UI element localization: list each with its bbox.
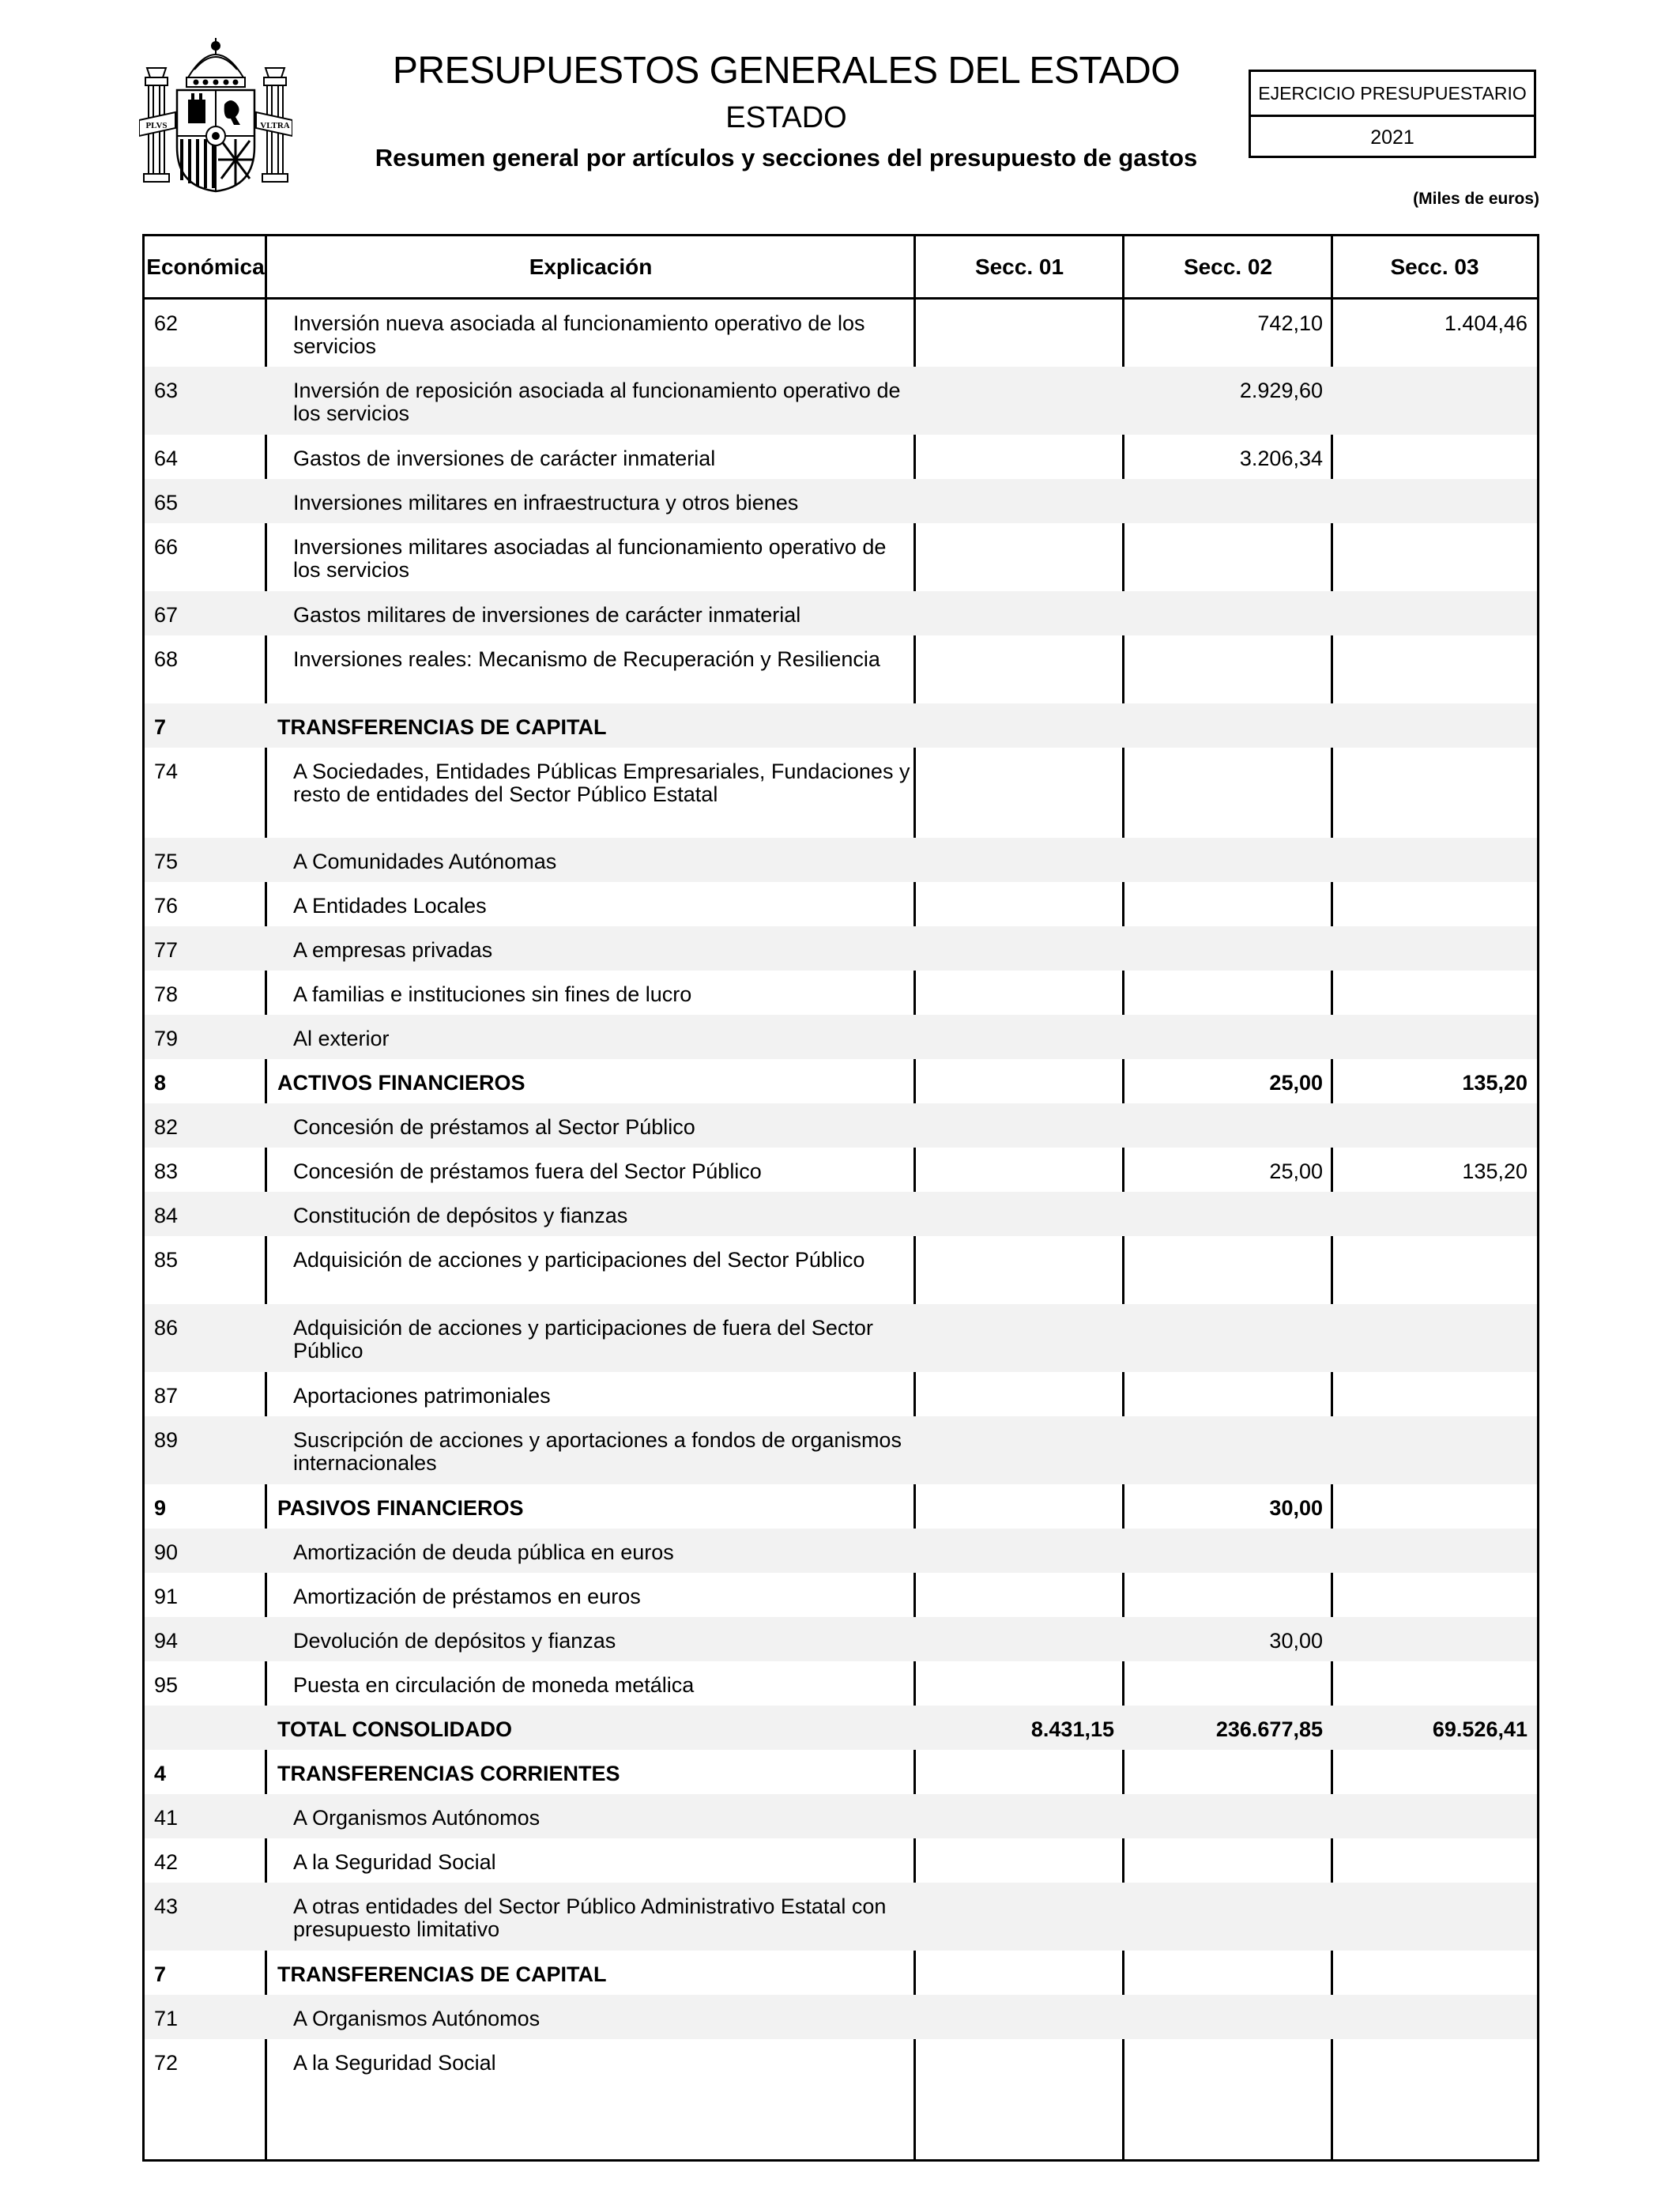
table-row: [145, 748, 1537, 838]
row-description: A otras entidades del Sector Público Administrativo Estatal con presupuesto limitativo: [266, 1883, 915, 1951]
row-secc-01: [915, 299, 1124, 367]
document-title: PRESUPUESTOS GENERALES DEL ESTADO: [392, 50, 1181, 92]
row-code: 90: [145, 1529, 266, 1573]
row-code: 43: [145, 1883, 266, 1951]
column-header-economica: Económica: [145, 236, 266, 299]
row-secc-01: [915, 1883, 1124, 1951]
row-secc-02: [1124, 1995, 1332, 2039]
row-code: 95: [154, 1672, 179, 1697]
exercise-year: 2021: [1370, 126, 1414, 149]
row-code: 68: [154, 647, 179, 671]
row-secc-03: 69.526,41: [1332, 1706, 1537, 1750]
row-secc-02: [1124, 523, 1332, 591]
row-secc-03: [1332, 703, 1537, 748]
table-row: [145, 1706, 1537, 1750]
column-header-secc-01: Secc. 01: [915, 236, 1124, 299]
row-secc-01: [915, 926, 1124, 971]
row-description: Aportaciones patrimoniales: [293, 1383, 551, 1408]
row-secc-02: [1124, 1529, 1332, 1573]
row-secc-03: [1332, 882, 1537, 926]
row-secc-02: [1124, 748, 1332, 838]
exercise-box: [1249, 70, 1536, 158]
row-secc-02: [1124, 926, 1332, 971]
row-description: A la Seguridad Social: [293, 2050, 496, 2075]
row-secc-01: [915, 748, 1124, 838]
row-secc-01: [915, 1794, 1124, 1838]
table-row: [145, 591, 1537, 635]
row-code: 4: [154, 1761, 167, 1785]
row-description: TOTAL CONSOLIDADO: [266, 1706, 915, 1750]
row-code: 86: [145, 1304, 266, 1372]
row-secc-02: 3.206,34: [1239, 446, 1323, 470]
row-secc-01: [915, 1529, 1124, 1573]
row-secc-02: [1124, 1372, 1332, 1416]
row-secc-02: [1124, 1304, 1332, 1372]
row-code: 64: [154, 446, 179, 470]
table-row: [145, 523, 1537, 591]
row-description: TRANSFERENCIAS CORRIENTES: [277, 1761, 620, 1785]
row-description: Amortización de préstamos en euros: [293, 1584, 641, 1608]
table-row: [145, 838, 1537, 882]
row-code: 72: [154, 2050, 179, 2075]
row-code: 82: [145, 1103, 266, 1148]
row-description: Al exterior: [266, 1015, 915, 1059]
row-secc-02: 236.677,85: [1124, 1706, 1332, 1750]
row-code: 85: [154, 1247, 179, 1272]
row-description: TRANSFERENCIAS DE CAPITAL: [266, 703, 915, 748]
table-row: [145, 635, 1537, 703]
row-secc-03: 135,20: [1462, 1070, 1527, 1095]
row-secc-03: [1332, 479, 1537, 523]
row-description: A familias e instituciones sin fines de lucro: [293, 982, 692, 1006]
row-secc-03: [1332, 1794, 1537, 1838]
row-secc-02: [1124, 1015, 1332, 1059]
table-row: [145, 1236, 1537, 1304]
row-secc-03: [1332, 1951, 1537, 1995]
table-row: [145, 479, 1537, 523]
row-code: 7: [145, 703, 266, 748]
row-secc-03: [1332, 1617, 1537, 1661]
row-description: Adquisición de acciones y participaciones de fuera del Sector Público: [266, 1304, 915, 1372]
table-row: [145, 1995, 1537, 2039]
row-secc-03: [1332, 435, 1537, 479]
row-secc-03: [1332, 1750, 1537, 1794]
row-secc-01: [915, 479, 1124, 523]
row-secc-02: [1124, 1236, 1332, 1304]
row-secc-03: [1332, 1304, 1537, 1372]
row-description: ACTIVOS FINANCIEROS: [277, 1070, 525, 1095]
table-row: [145, 435, 1537, 479]
row-secc-03: [1332, 523, 1537, 591]
row-secc-02: 30,00: [1124, 1617, 1332, 1661]
row-secc-01: [915, 2039, 1124, 2083]
row-description: Concesión de préstamos fuera del Sector Público: [293, 1159, 762, 1183]
table-row: [145, 926, 1537, 971]
row-description: Inversiones militares en infraestructura y otros bienes: [266, 479, 915, 523]
row-secc-02: [1124, 1661, 1332, 1706]
table-row: [145, 1529, 1537, 1573]
row-secc-03: [1332, 635, 1537, 703]
row-secc-01: [915, 1838, 1124, 1883]
crest-motto-left: PLVS: [145, 121, 168, 130]
budget-table: [142, 234, 1539, 2162]
row-secc-03: 135,20: [1462, 1159, 1527, 1183]
row-secc-03: [1332, 1192, 1537, 1236]
row-secc-03: [1332, 1883, 1537, 1951]
row-code: 62: [154, 311, 179, 335]
row-secc-02: 2.929,60: [1124, 367, 1332, 435]
table-row: [145, 1883, 1537, 1951]
row-description: Concesión de préstamos al Sector Público: [266, 1103, 915, 1148]
row-code: 79: [145, 1015, 266, 1059]
row-code: 84: [145, 1192, 266, 1236]
row-description: A empresas privadas: [266, 926, 915, 971]
row-secc-02: [1124, 882, 1332, 926]
row-secc-03: [1332, 1015, 1537, 1059]
row-description: Devolución de depósitos y fianzas: [266, 1617, 915, 1661]
table-row: [145, 1617, 1537, 1661]
row-secc-01: 8.431,15: [915, 1706, 1124, 1750]
row-description: Adquisición de acciones y participaciones del Sector Público: [293, 1247, 865, 1272]
row-code: [145, 1706, 266, 1750]
row-code: 67: [145, 591, 266, 635]
row-secc-02: [1124, 1838, 1332, 1883]
row-secc-03: [1332, 1103, 1537, 1148]
row-code: 75: [145, 838, 266, 882]
row-description: Suscripción de acciones y aportaciones a fondos de organismos internacionales: [266, 1416, 915, 1484]
row-secc-02: [1124, 703, 1332, 748]
row-code: 9: [154, 1495, 167, 1520]
document-description: Resumen general por artículos y secciones del presupuesto de gastos: [375, 144, 1198, 172]
row-secc-02: [1124, 971, 1332, 1015]
crest-motto-right: VLTRA: [260, 121, 290, 130]
row-description: A Sociedades, Entidades Públicas Empresariales, Fundaciones y resto de entidades del Sector Público Estatal: [293, 759, 910, 806]
row-secc-01: [915, 591, 1124, 635]
row-description: Inversiones reales: Mecanismo de Recuperación y Resiliencia: [293, 647, 880, 671]
table-row: [145, 1484, 1537, 1529]
row-secc-03: [1332, 971, 1537, 1015]
row-secc-01: [915, 1304, 1124, 1372]
row-secc-02: 742,10: [1257, 311, 1323, 335]
row-secc-02: [1124, 1951, 1332, 1995]
row-code: 8: [154, 1070, 167, 1095]
column-header-secc-03: Secc. 03: [1332, 236, 1537, 299]
table-row: [145, 1059, 1537, 1103]
row-description: TRANSFERENCIAS DE CAPITAL: [277, 1962, 607, 1986]
row-secc-01: [915, 1661, 1124, 1706]
row-description: Gastos militares de inversiones de carácter inmaterial: [266, 591, 915, 635]
table-row: [145, 1372, 1537, 1416]
row-secc-03: [1332, 367, 1537, 435]
row-secc-02: [1124, 1103, 1332, 1148]
row-secc-03: [1332, 1838, 1537, 1883]
row-secc-03: [1332, 1484, 1537, 1529]
row-secc-02: [1124, 2039, 1332, 2083]
table-row: [145, 882, 1537, 926]
row-secc-03: [1332, 1529, 1537, 1573]
table-row: [145, 299, 1537, 367]
row-secc-03: [1332, 1372, 1537, 1416]
row-secc-01: [915, 523, 1124, 591]
table-row: [145, 1015, 1537, 1059]
table-row: [145, 2039, 1537, 2083]
row-description: A Organismos Autónomos: [266, 1995, 915, 2039]
row-secc-03: [1332, 2039, 1537, 2083]
row-secc-01: [915, 1103, 1124, 1148]
row-description: Puesta en circulación de moneda metálica: [293, 1672, 695, 1697]
table-row: [145, 1661, 1537, 1706]
row-code: 42: [154, 1849, 179, 1874]
row-secc-02: [1124, 1794, 1332, 1838]
table-row: [145, 971, 1537, 1015]
row-code: 66: [154, 534, 179, 559]
row-description: Inversión nueva asociada al funcionamiento operativo de los servicios: [293, 311, 865, 358]
row-secc-03: [1332, 1573, 1537, 1617]
row-secc-01: [915, 703, 1124, 748]
row-code: 78: [154, 982, 179, 1006]
row-secc-01: [915, 1059, 1124, 1103]
row-code: 41: [145, 1794, 266, 1838]
table-row: [145, 1951, 1537, 1995]
table-row: [145, 1103, 1537, 1148]
exercise-label: EJERCICIO PRESUPUESTARIO: [1251, 72, 1534, 117]
row-description: A Comunidades Autónomas: [266, 838, 915, 882]
column-header-secc-02: Secc. 02: [1124, 236, 1332, 299]
row-secc-02: [1124, 838, 1332, 882]
row-code: 74: [154, 759, 179, 783]
table-row: [145, 1838, 1537, 1883]
row-secc-02: [1124, 1573, 1332, 1617]
units-label: (Miles de euros): [1413, 190, 1539, 208]
row-description: Gastos de inversiones de carácter inmaterial: [293, 446, 716, 470]
row-description: A la Seguridad Social: [293, 1849, 496, 1874]
row-secc-01: [915, 1148, 1124, 1192]
row-secc-03: [1332, 926, 1537, 971]
row-code: 63: [145, 367, 266, 435]
table-row: [145, 1794, 1537, 1838]
row-secc-03: [1332, 838, 1537, 882]
row-code: 7: [154, 1962, 167, 1986]
row-code: 89: [145, 1416, 266, 1484]
table-row: [145, 367, 1537, 435]
row-secc-03: [1332, 1416, 1537, 1484]
row-description: A Organismos Autónomos: [266, 1794, 915, 1838]
row-description: Inversión de reposición asociada al funcionamiento operativo de los servicios: [266, 367, 915, 435]
table-row: [145, 1573, 1537, 1617]
row-secc-02: [1124, 591, 1332, 635]
column-header-explicacion: Explicación: [266, 236, 915, 299]
table-row: [145, 1750, 1537, 1794]
row-secc-03: [1332, 1236, 1537, 1304]
table-row: [145, 703, 1537, 748]
document-subtitle: ESTADO: [725, 101, 847, 134]
row-code: 91: [154, 1584, 179, 1608]
table-header-row: [145, 236, 1537, 299]
row-secc-01: [915, 435, 1124, 479]
row-secc-03: [1332, 1995, 1537, 2039]
row-secc-01: [915, 1372, 1124, 1416]
row-secc-03: [1332, 591, 1537, 635]
row-secc-01: [915, 971, 1124, 1015]
table-row: [145, 1416, 1537, 1484]
row-description: Amortización de deuda pública en euros: [266, 1529, 915, 1573]
row-secc-01: [915, 1015, 1124, 1059]
row-secc-01: [915, 1995, 1124, 2039]
row-secc-01: [915, 1573, 1124, 1617]
row-secc-01: [915, 1951, 1124, 1995]
row-code: 71: [145, 1995, 266, 2039]
row-code: 87: [154, 1383, 179, 1408]
table-row: [145, 1148, 1537, 1192]
row-secc-01: [915, 882, 1124, 926]
row-code: 65: [145, 479, 266, 523]
row-secc-01: [915, 367, 1124, 435]
row-secc-02: [1124, 479, 1332, 523]
row-secc-02: 25,00: [1269, 1070, 1323, 1095]
row-secc-01: [915, 1617, 1124, 1661]
row-secc-02: [1124, 1416, 1332, 1484]
row-description: A Entidades Locales: [293, 893, 487, 918]
row-code: 77: [145, 926, 266, 971]
row-code: 83: [154, 1159, 179, 1183]
row-secc-03: [1332, 1661, 1537, 1706]
row-description: PASIVOS FINANCIEROS: [277, 1495, 524, 1520]
row-secc-02: 30,00: [1269, 1495, 1323, 1520]
row-secc-02: [1124, 1750, 1332, 1794]
row-secc-01: [915, 1750, 1124, 1794]
row-secc-03: [1332, 748, 1537, 838]
row-secc-01: [915, 1484, 1124, 1529]
row-code: 76: [154, 893, 179, 918]
table-row: [145, 1192, 1537, 1236]
row-code: 94: [145, 1617, 266, 1661]
row-description: Inversiones militares asociadas al funcionamiento operativo de los servicios: [293, 534, 887, 582]
row-secc-01: [915, 1416, 1124, 1484]
row-description: Constitución de depósitos y fianzas: [266, 1192, 915, 1236]
row-secc-02: [1124, 635, 1332, 703]
row-secc-02: [1124, 1192, 1332, 1236]
table-row: [145, 1304, 1537, 1372]
row-secc-02: 25,00: [1269, 1159, 1323, 1183]
row-secc-01: [915, 1192, 1124, 1236]
row-secc-01: [915, 635, 1124, 703]
row-secc-02: [1124, 1883, 1332, 1951]
row-secc-01: [915, 838, 1124, 882]
row-secc-03: 1.404,46: [1444, 311, 1527, 335]
row-secc-01: [915, 1236, 1124, 1304]
